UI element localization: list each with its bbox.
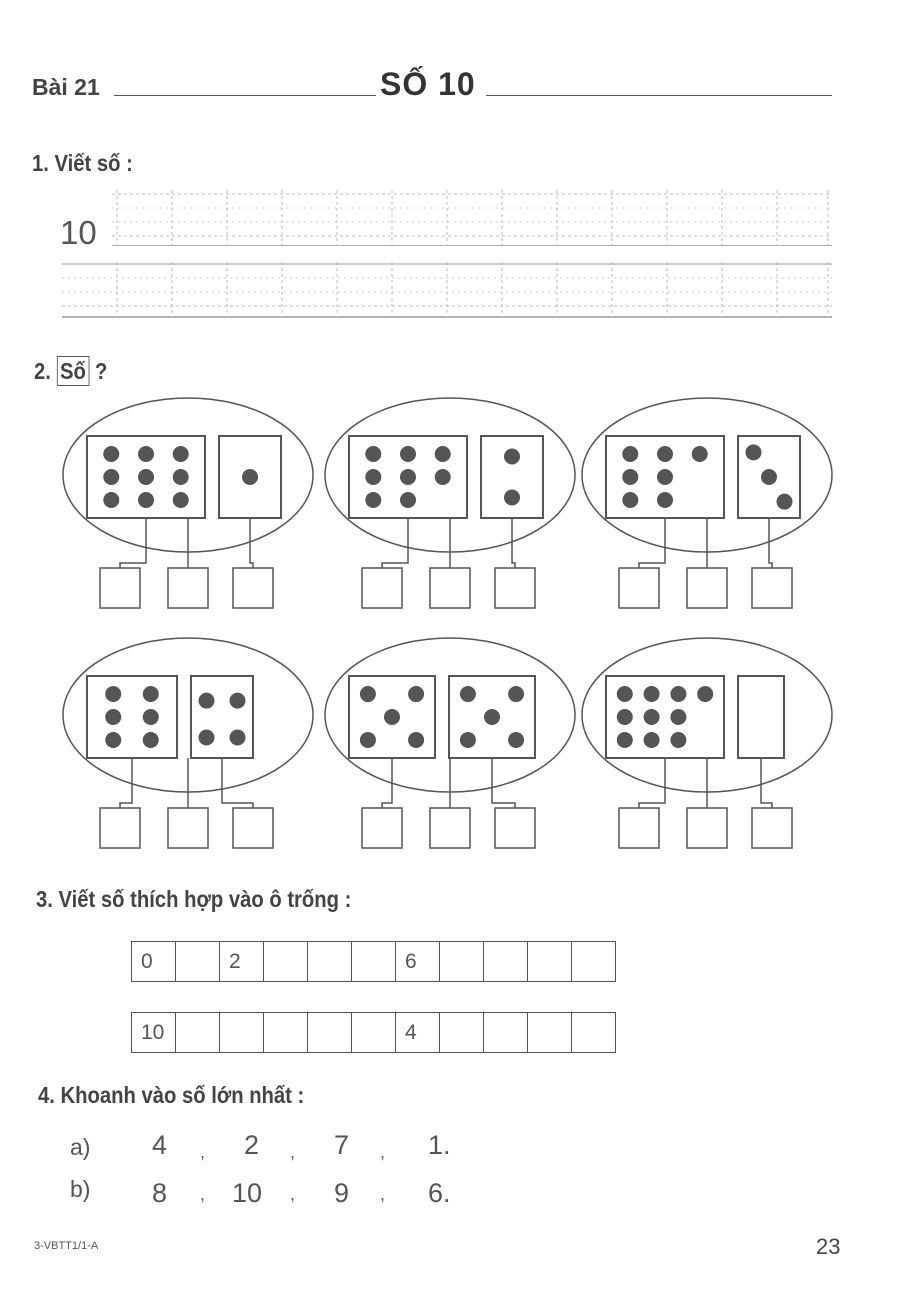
connector-line bbox=[769, 518, 772, 568]
dot bbox=[199, 730, 215, 746]
dot bbox=[622, 492, 638, 508]
question-b-label: b) bbox=[70, 1176, 91, 1202]
dot bbox=[173, 469, 189, 485]
number-option[interactable]: 9 bbox=[334, 1178, 350, 1208]
book-code: 3-VBTT1/1-A bbox=[34, 1240, 99, 1252]
dot bbox=[460, 732, 476, 748]
dot-group bbox=[582, 638, 832, 848]
blank-number-cell[interactable] bbox=[264, 942, 308, 982]
dot bbox=[697, 686, 713, 702]
number-option[interactable]: 7 bbox=[334, 1130, 350, 1160]
number-option[interactable]: 10 bbox=[232, 1178, 263, 1208]
exercise-4-title: 4. Khoanh vào số lớn nhất : bbox=[38, 1082, 305, 1108]
number-option[interactable]: 4 bbox=[152, 1130, 168, 1160]
comma: , bbox=[290, 1184, 296, 1204]
dot bbox=[103, 469, 119, 485]
dot bbox=[143, 709, 159, 725]
dot bbox=[199, 693, 215, 709]
dot bbox=[408, 732, 424, 748]
blank-number-cell[interactable] bbox=[572, 1013, 616, 1053]
number-option[interactable]: 8 bbox=[152, 1178, 168, 1208]
blank-number-cell[interactable] bbox=[220, 1013, 264, 1053]
blank-number-cell[interactable] bbox=[528, 942, 572, 982]
answer-box[interactable] bbox=[619, 808, 659, 848]
connector-line bbox=[492, 758, 515, 808]
connector-line bbox=[639, 518, 665, 568]
dot bbox=[622, 446, 638, 462]
connector-line bbox=[512, 518, 515, 568]
question-a-label: a) bbox=[70, 1134, 91, 1160]
answer-box[interactable] bbox=[687, 808, 727, 848]
dot bbox=[365, 446, 381, 462]
exercise-2-title bbox=[34, 356, 107, 386]
dot bbox=[644, 709, 660, 725]
dot bbox=[400, 446, 416, 462]
dot bbox=[105, 709, 121, 725]
given-number-cell: 0 bbox=[132, 942, 176, 982]
blank-number-cell[interactable] bbox=[352, 1013, 396, 1053]
dot bbox=[670, 732, 686, 748]
left-dot-box bbox=[87, 676, 177, 758]
dot bbox=[657, 446, 673, 462]
dot bbox=[365, 492, 381, 508]
exercise-2-number: 2. bbox=[34, 358, 51, 384]
given-number-cell: 2 bbox=[220, 942, 264, 982]
dot bbox=[777, 494, 793, 510]
writing-row-2[interactable] bbox=[62, 262, 832, 318]
answer-box[interactable] bbox=[752, 568, 792, 608]
dot bbox=[484, 709, 500, 725]
given-number-cell: 4 bbox=[396, 1013, 440, 1053]
dot bbox=[103, 492, 119, 508]
dot bbox=[103, 446, 119, 462]
dot bbox=[408, 686, 424, 702]
lesson-label: Bài 21 bbox=[32, 74, 100, 100]
dot bbox=[138, 469, 154, 485]
blank-number-cell[interactable] bbox=[440, 942, 484, 982]
answer-box[interactable] bbox=[687, 568, 727, 608]
dot bbox=[761, 469, 777, 485]
dot bbox=[365, 469, 381, 485]
dot bbox=[435, 446, 451, 462]
answer-box[interactable] bbox=[168, 808, 208, 848]
blank-number-cell[interactable] bbox=[176, 1013, 220, 1053]
dot bbox=[230, 730, 246, 746]
answer-box[interactable] bbox=[495, 568, 535, 608]
number-option[interactable]: 2 bbox=[244, 1130, 260, 1160]
dot-group bbox=[63, 398, 313, 608]
blank-number-cell[interactable] bbox=[572, 942, 616, 982]
number-option[interactable]: 1. bbox=[428, 1130, 451, 1160]
dot-group bbox=[63, 638, 313, 848]
dot-groups-diagram bbox=[0, 390, 918, 860]
dot-group bbox=[582, 398, 832, 608]
answer-box[interactable] bbox=[233, 568, 273, 608]
dot-group bbox=[325, 638, 575, 848]
connector-line bbox=[120, 518, 146, 568]
dot bbox=[508, 686, 524, 702]
dot bbox=[692, 446, 708, 462]
exercise-1-title: 1. Viết số : bbox=[32, 150, 133, 176]
number-sequence-row-1 bbox=[131, 941, 616, 982]
comma: , bbox=[380, 1184, 386, 1204]
exercise-2-boxed-word: Số bbox=[57, 356, 90, 386]
dot bbox=[617, 709, 633, 725]
answer-box[interactable] bbox=[233, 808, 273, 848]
right-dot-box bbox=[481, 436, 543, 518]
blank-number-cell[interactable] bbox=[440, 1013, 484, 1053]
answer-box[interactable] bbox=[495, 808, 535, 848]
answer-box[interactable] bbox=[362, 808, 402, 848]
answer-box[interactable] bbox=[430, 568, 470, 608]
answer-box[interactable] bbox=[362, 568, 402, 608]
header-rule-left bbox=[114, 95, 376, 96]
answer-box[interactable] bbox=[100, 568, 140, 608]
connector-line bbox=[250, 518, 253, 568]
answer-box[interactable] bbox=[100, 808, 140, 848]
dot bbox=[617, 686, 633, 702]
dot bbox=[105, 686, 121, 702]
dot bbox=[400, 469, 416, 485]
blank-number-cell[interactable] bbox=[264, 1013, 308, 1053]
dot bbox=[360, 686, 376, 702]
header-rule-right bbox=[486, 95, 832, 96]
dot bbox=[173, 446, 189, 462]
exercise-3-title: 3. Viết số thích hợp vào ô trống : bbox=[36, 886, 352, 912]
right-dot-box bbox=[191, 676, 253, 758]
answer-box[interactable] bbox=[168, 568, 208, 608]
dot bbox=[670, 709, 686, 725]
answer-box[interactable] bbox=[752, 808, 792, 848]
answer-box[interactable] bbox=[619, 568, 659, 608]
writing-grid bbox=[62, 262, 832, 318]
lesson-title: SỐ 10 bbox=[380, 66, 476, 102]
connector-line bbox=[639, 758, 665, 808]
given-number-cell: 6 bbox=[396, 942, 440, 982]
dot bbox=[230, 693, 246, 709]
blank-number-cell[interactable] bbox=[484, 1013, 528, 1053]
dot bbox=[384, 709, 400, 725]
dot bbox=[360, 732, 376, 748]
exercise-2-question-mark: ? bbox=[95, 358, 108, 384]
dot bbox=[435, 469, 451, 485]
blank-number-cell[interactable] bbox=[484, 942, 528, 982]
blank-number-cell[interactable] bbox=[352, 942, 396, 982]
dot bbox=[746, 444, 762, 460]
dot bbox=[504, 449, 520, 465]
dot bbox=[657, 492, 673, 508]
comma: , bbox=[200, 1184, 206, 1204]
writing-grid bbox=[62, 190, 832, 246]
writing-row-1[interactable] bbox=[62, 190, 832, 246]
blank-number-cell[interactable] bbox=[176, 942, 220, 982]
dot bbox=[670, 686, 686, 702]
dot bbox=[138, 492, 154, 508]
right-dot-box bbox=[738, 676, 784, 758]
dot bbox=[143, 686, 159, 702]
dot bbox=[644, 686, 660, 702]
blank-number-cell[interactable] bbox=[528, 1013, 572, 1053]
dot bbox=[617, 732, 633, 748]
comma: , bbox=[290, 1142, 296, 1162]
blank-number-cell[interactable] bbox=[308, 942, 352, 982]
dot bbox=[657, 469, 673, 485]
page-number: 23 bbox=[816, 1234, 841, 1259]
dot bbox=[242, 469, 258, 485]
dot-group bbox=[325, 398, 575, 608]
dot bbox=[508, 732, 524, 748]
given-number-cell: 10 bbox=[132, 1013, 176, 1053]
dot bbox=[400, 492, 416, 508]
number-sequence-row-2 bbox=[131, 1012, 616, 1053]
number-option[interactable]: 6. bbox=[428, 1178, 451, 1208]
dot bbox=[173, 492, 189, 508]
blank-number-cell[interactable] bbox=[308, 1013, 352, 1053]
connector-line bbox=[382, 518, 408, 568]
dot bbox=[460, 686, 476, 702]
dot bbox=[622, 469, 638, 485]
answer-box[interactable] bbox=[430, 808, 470, 848]
sample-number: 10 bbox=[60, 214, 97, 251]
dot bbox=[644, 732, 660, 748]
dot bbox=[105, 732, 121, 748]
dot bbox=[504, 490, 520, 506]
dot bbox=[143, 732, 159, 748]
dot bbox=[138, 446, 154, 462]
comma: , bbox=[200, 1142, 206, 1162]
comma: , bbox=[380, 1142, 386, 1162]
